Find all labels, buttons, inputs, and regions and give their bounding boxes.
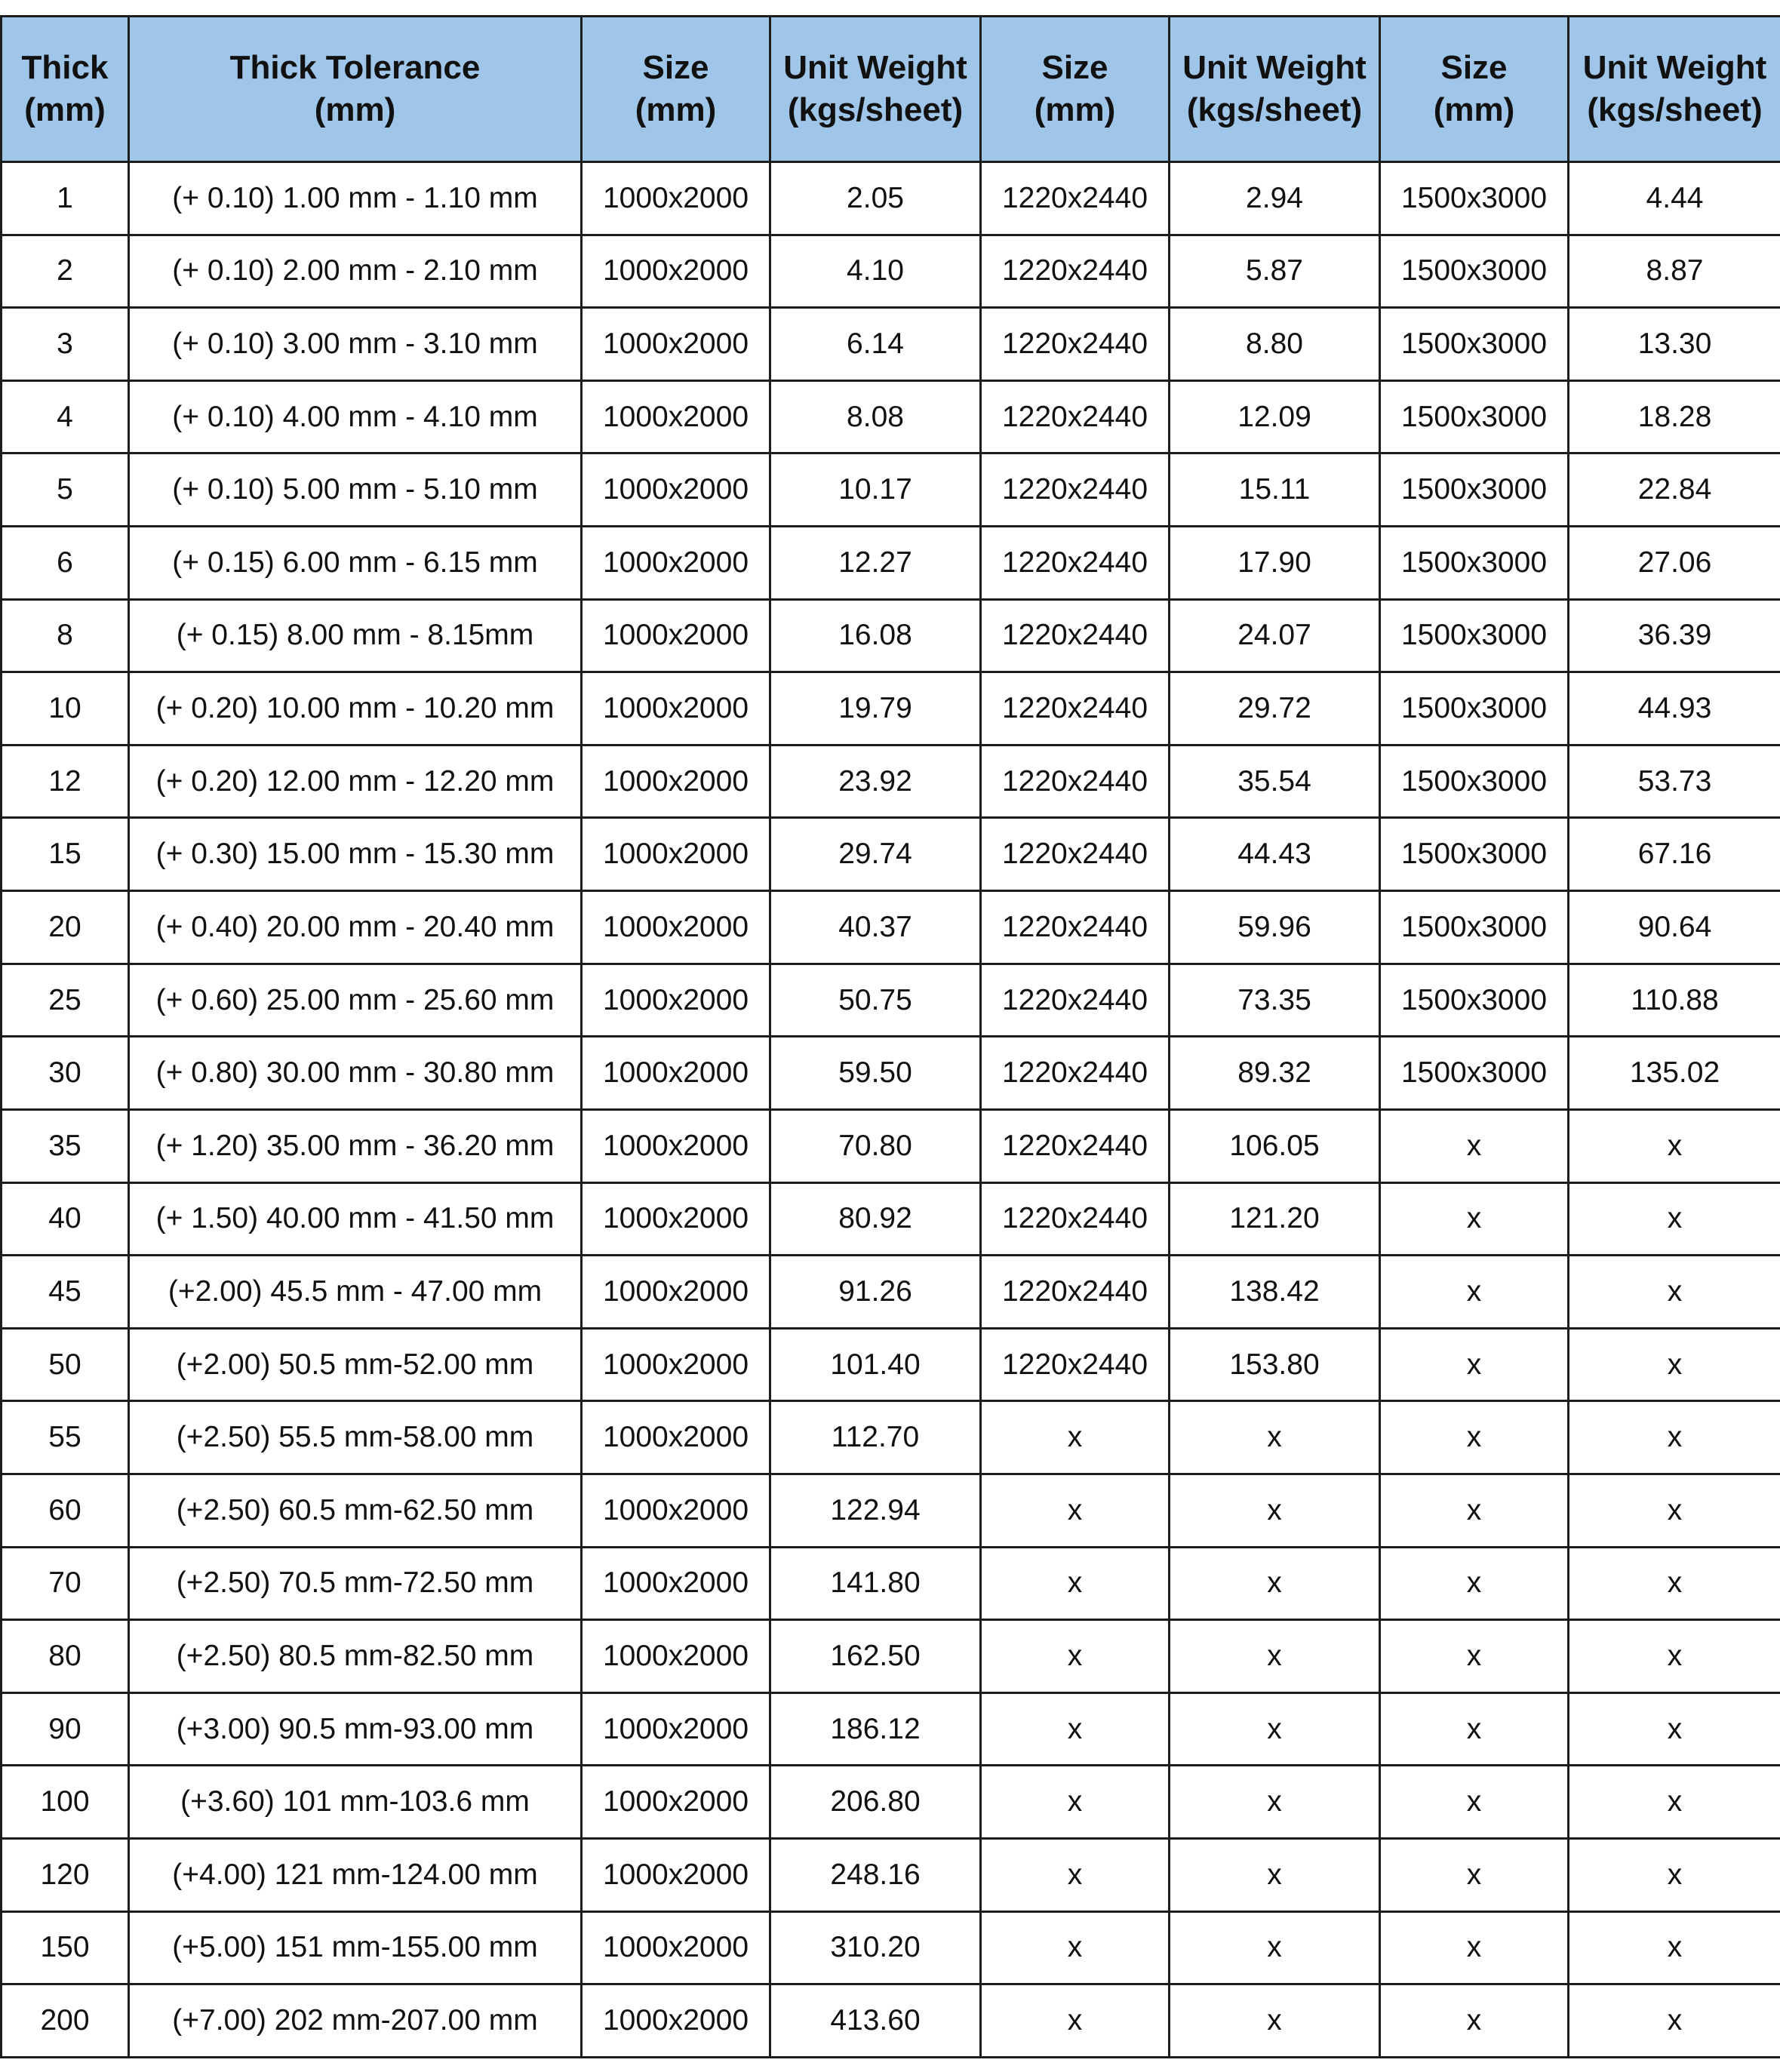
cell-thick-tolerance: (+ 0.20) 12.00 mm - 12.20 mm bbox=[129, 745, 582, 818]
cell-thick-tolerance: (+ 0.80) 30.00 mm - 30.80 mm bbox=[129, 1037, 582, 1110]
cell-unit-weight-c: x bbox=[1569, 1984, 1780, 2058]
cell-size-b: x bbox=[981, 1401, 1170, 1474]
cell-unit-weight-c: 36.39 bbox=[1569, 599, 1780, 672]
cell-thick-tolerance: (+2.50) 70.5 mm-72.50 mm bbox=[129, 1547, 582, 1620]
cell-unit-weight-b: 24.07 bbox=[1170, 599, 1380, 672]
cell-size-a: 1000x2000 bbox=[582, 1037, 770, 1110]
cell-size-b: x bbox=[981, 1692, 1170, 1766]
cell-thick-tolerance: (+3.00) 90.5 mm-93.00 mm bbox=[129, 1692, 582, 1766]
table-row bbox=[2, 818, 1780, 891]
header-label-line2: (mm) bbox=[24, 91, 106, 128]
cell-unit-weight-a: 162.50 bbox=[770, 1620, 981, 1693]
table-row bbox=[2, 1474, 1780, 1547]
table-row bbox=[2, 1037, 1780, 1110]
cell-thick: 55 bbox=[2, 1401, 129, 1474]
cell-size-b: x bbox=[981, 1984, 1170, 2058]
cell-size-a: 1000x2000 bbox=[582, 818, 770, 891]
cell-size-a: 1000x2000 bbox=[582, 1766, 770, 1839]
cell-size-b: 1220x2440 bbox=[981, 1328, 1170, 1401]
cell-unit-weight-b: 138.42 bbox=[1170, 1256, 1380, 1329]
table-row bbox=[2, 672, 1780, 745]
table-row bbox=[2, 1547, 1780, 1620]
cell-thick-tolerance: (+ 0.10) 4.00 mm - 4.10 mm bbox=[129, 380, 582, 453]
header-label-line2: (mm) bbox=[1034, 91, 1116, 128]
cell-thick: 150 bbox=[2, 1911, 129, 1984]
cell-unit-weight-c: 135.02 bbox=[1569, 1037, 1780, 1110]
header-thick bbox=[2, 17, 129, 162]
cell-unit-weight-b: x bbox=[1170, 1911, 1380, 1984]
cell-size-b: 1220x2440 bbox=[981, 1037, 1170, 1110]
cell-size-c: 1500x3000 bbox=[1380, 162, 1569, 235]
cell-size-a: 1000x2000 bbox=[582, 235, 770, 308]
cell-thick: 5 bbox=[2, 453, 129, 527]
cell-thick-tolerance: (+7.00) 202 mm-207.00 mm bbox=[129, 1984, 582, 2058]
cell-unit-weight-a: 248.16 bbox=[770, 1839, 981, 1912]
cell-unit-weight-b: 73.35 bbox=[1170, 964, 1380, 1037]
header-row bbox=[2, 17, 1780, 162]
cell-thick-tolerance: (+2.50) 55.5 mm-58.00 mm bbox=[129, 1401, 582, 1474]
header-label-line2: (kgs/sheet) bbox=[1186, 91, 1363, 128]
cell-size-a: 1000x2000 bbox=[582, 1692, 770, 1766]
cell-size-c: x bbox=[1380, 1766, 1569, 1839]
cell-unit-weight-a: 12.27 bbox=[770, 527, 981, 600]
cell-unit-weight-c: 18.28 bbox=[1569, 380, 1780, 453]
cell-thick: 25 bbox=[2, 964, 129, 1037]
table-row bbox=[2, 1182, 1780, 1256]
cell-size-b: 1220x2440 bbox=[981, 380, 1170, 453]
cell-unit-weight-a: 91.26 bbox=[770, 1256, 981, 1329]
cell-size-c: x bbox=[1380, 1620, 1569, 1693]
cell-unit-weight-b: 12.09 bbox=[1170, 380, 1380, 453]
cell-unit-weight-c: 27.06 bbox=[1569, 527, 1780, 600]
cell-thick-tolerance: (+ 0.40) 20.00 mm - 20.40 mm bbox=[129, 891, 582, 964]
cell-size-a: 1000x2000 bbox=[582, 1182, 770, 1256]
cell-unit-weight-c: x bbox=[1569, 1547, 1780, 1620]
cell-size-c: 1500x3000 bbox=[1380, 1037, 1569, 1110]
cell-unit-weight-b: 15.11 bbox=[1170, 453, 1380, 527]
cell-unit-weight-a: 4.10 bbox=[770, 235, 981, 308]
cell-size-a: 1000x2000 bbox=[582, 453, 770, 527]
cell-size-b: 1220x2440 bbox=[981, 818, 1170, 891]
cell-size-c: 1500x3000 bbox=[1380, 745, 1569, 818]
header-thick-tolerance bbox=[129, 17, 582, 162]
cell-thick-tolerance: (+ 0.10) 2.00 mm - 2.10 mm bbox=[129, 235, 582, 308]
cell-thick: 30 bbox=[2, 1037, 129, 1110]
cell-thick: 15 bbox=[2, 818, 129, 891]
header-label-line2: (kgs/sheet) bbox=[1587, 91, 1763, 128]
table-row bbox=[2, 1109, 1780, 1182]
cell-unit-weight-b: x bbox=[1170, 1984, 1380, 2058]
cell-size-c: 1500x3000 bbox=[1380, 235, 1569, 308]
header-label-line2: (mm) bbox=[314, 91, 396, 128]
table-row bbox=[2, 1911, 1780, 1984]
header-label-line1: Size bbox=[1041, 49, 1108, 86]
cell-thick-tolerance: (+2.00) 45.5 mm - 47.00 mm bbox=[129, 1256, 582, 1329]
cell-unit-weight-a: 141.80 bbox=[770, 1547, 981, 1620]
cell-unit-weight-a: 186.12 bbox=[770, 1692, 981, 1766]
cell-size-b: x bbox=[981, 1911, 1170, 1984]
cell-unit-weight-a: 80.92 bbox=[770, 1182, 981, 1256]
header-label-line1: Unit Weight bbox=[783, 49, 967, 86]
cell-unit-weight-c: x bbox=[1569, 1182, 1780, 1256]
cell-thick-tolerance: (+ 0.20) 10.00 mm - 10.20 mm bbox=[129, 672, 582, 745]
cell-thick: 6 bbox=[2, 527, 129, 600]
cell-size-c: x bbox=[1380, 1547, 1569, 1620]
cell-size-c: x bbox=[1380, 1911, 1569, 1984]
cell-unit-weight-b: 35.54 bbox=[1170, 745, 1380, 818]
table-row bbox=[2, 1766, 1780, 1839]
cell-size-c: x bbox=[1380, 1839, 1569, 1912]
cell-size-a: 1000x2000 bbox=[582, 1911, 770, 1984]
table-row bbox=[2, 745, 1780, 818]
cell-thick-tolerance: (+ 1.50) 40.00 mm - 41.50 mm bbox=[129, 1182, 582, 1256]
cell-size-c: x bbox=[1380, 1474, 1569, 1547]
cell-thick-tolerance: (+ 0.10) 3.00 mm - 3.10 mm bbox=[129, 308, 582, 381]
cell-size-a: 1000x2000 bbox=[582, 1401, 770, 1474]
table-row bbox=[2, 235, 1780, 308]
cell-unit-weight-c: 67.16 bbox=[1569, 818, 1780, 891]
cell-unit-weight-c: 22.84 bbox=[1569, 453, 1780, 527]
cell-unit-weight-b: x bbox=[1170, 1401, 1380, 1474]
cell-unit-weight-a: 50.75 bbox=[770, 964, 981, 1037]
cell-size-c: 1500x3000 bbox=[1380, 672, 1569, 745]
header-unit-weight-1500x3000 bbox=[1569, 17, 1780, 162]
table-row bbox=[2, 380, 1780, 453]
cell-unit-weight-c: 4.44 bbox=[1569, 162, 1780, 235]
cell-size-c: x bbox=[1380, 1401, 1569, 1474]
cell-size-c: 1500x3000 bbox=[1380, 818, 1569, 891]
cell-size-b: x bbox=[981, 1620, 1170, 1693]
cell-size-a: 1000x2000 bbox=[582, 1839, 770, 1912]
cell-thick: 8 bbox=[2, 599, 129, 672]
cell-size-b: 1220x2440 bbox=[981, 1182, 1170, 1256]
header-size-1000x2000 bbox=[582, 17, 770, 162]
header-label-line1: Size bbox=[1440, 49, 1508, 86]
cell-unit-weight-a: 8.08 bbox=[770, 380, 981, 453]
table-row bbox=[2, 1620, 1780, 1693]
cell-size-c: x bbox=[1380, 1984, 1569, 2058]
header-label-line1: Thick bbox=[21, 49, 109, 86]
cell-size-a: 1000x2000 bbox=[582, 672, 770, 745]
cell-unit-weight-a: 23.92 bbox=[770, 745, 981, 818]
cell-unit-weight-b: 2.94 bbox=[1170, 162, 1380, 235]
cell-unit-weight-b: 17.90 bbox=[1170, 527, 1380, 600]
cell-size-b: x bbox=[981, 1547, 1170, 1620]
cell-size-a: 1000x2000 bbox=[582, 380, 770, 453]
cell-size-b: 1220x2440 bbox=[981, 162, 1170, 235]
cell-unit-weight-a: 112.70 bbox=[770, 1401, 981, 1474]
cell-thick: 12 bbox=[2, 745, 129, 818]
cell-unit-weight-a: 19.79 bbox=[770, 672, 981, 745]
cell-size-c: x bbox=[1380, 1692, 1569, 1766]
cell-unit-weight-a: 59.50 bbox=[770, 1037, 981, 1110]
cell-unit-weight-a: 122.94 bbox=[770, 1474, 981, 1547]
cell-unit-weight-a: 40.37 bbox=[770, 891, 981, 964]
cell-unit-weight-b: 106.05 bbox=[1170, 1109, 1380, 1182]
cell-size-b: 1220x2440 bbox=[981, 599, 1170, 672]
cell-size-a: 1000x2000 bbox=[582, 162, 770, 235]
table-row bbox=[2, 308, 1780, 381]
cell-thick: 80 bbox=[2, 1620, 129, 1693]
cell-unit-weight-b: 8.80 bbox=[1170, 308, 1380, 381]
cell-unit-weight-c: x bbox=[1569, 1474, 1780, 1547]
cell-thick-tolerance: (+ 1.20) 35.00 mm - 36.20 mm bbox=[129, 1109, 582, 1182]
cell-unit-weight-b: x bbox=[1170, 1839, 1380, 1912]
cell-size-b: 1220x2440 bbox=[981, 1109, 1170, 1182]
header-label-line1: Unit Weight bbox=[1182, 49, 1367, 86]
cell-thick-tolerance: (+5.00) 151 mm-155.00 mm bbox=[129, 1911, 582, 1984]
table-row bbox=[2, 453, 1780, 527]
cell-thick: 10 bbox=[2, 672, 129, 745]
cell-unit-weight-b: 29.72 bbox=[1170, 672, 1380, 745]
header-label-line2: (mm) bbox=[635, 91, 717, 128]
cell-unit-weight-a: 6.14 bbox=[770, 308, 981, 381]
cell-size-b: x bbox=[981, 1474, 1170, 1547]
cell-size-a: 1000x2000 bbox=[582, 527, 770, 600]
cell-unit-weight-c: x bbox=[1569, 1401, 1780, 1474]
cell-unit-weight-a: 70.80 bbox=[770, 1109, 981, 1182]
cell-size-b: 1220x2440 bbox=[981, 964, 1170, 1037]
cell-unit-weight-b: x bbox=[1170, 1620, 1380, 1693]
cell-unit-weight-a: 310.20 bbox=[770, 1911, 981, 1984]
cell-unit-weight-b: x bbox=[1170, 1766, 1380, 1839]
cell-size-c: 1500x3000 bbox=[1380, 891, 1569, 964]
cell-size-b: 1220x2440 bbox=[981, 308, 1170, 381]
cell-unit-weight-a: 101.40 bbox=[770, 1328, 981, 1401]
cell-unit-weight-c: x bbox=[1569, 1256, 1780, 1329]
cell-thick: 200 bbox=[2, 1984, 129, 2058]
cell-unit-weight-b: 5.87 bbox=[1170, 235, 1380, 308]
cell-unit-weight-b: 153.80 bbox=[1170, 1328, 1380, 1401]
cell-unit-weight-b: x bbox=[1170, 1547, 1380, 1620]
cell-size-a: 1000x2000 bbox=[582, 1328, 770, 1401]
cell-size-a: 1000x2000 bbox=[582, 308, 770, 381]
cell-thick-tolerance: (+ 0.60) 25.00 mm - 25.60 mm bbox=[129, 964, 582, 1037]
cell-size-a: 1000x2000 bbox=[582, 1620, 770, 1693]
cell-unit-weight-b: 121.20 bbox=[1170, 1182, 1380, 1256]
cell-unit-weight-c: x bbox=[1569, 1109, 1780, 1182]
cell-size-a: 1000x2000 bbox=[582, 1474, 770, 1547]
cell-thick-tolerance: (+ 0.15) 8.00 mm - 8.15mm bbox=[129, 599, 582, 672]
cell-unit-weight-c: 13.30 bbox=[1569, 308, 1780, 381]
cell-unit-weight-c: x bbox=[1569, 1328, 1780, 1401]
cell-size-b: 1220x2440 bbox=[981, 745, 1170, 818]
cell-unit-weight-a: 206.80 bbox=[770, 1766, 981, 1839]
cell-unit-weight-c: 8.87 bbox=[1569, 235, 1780, 308]
cell-size-b: 1220x2440 bbox=[981, 1256, 1170, 1329]
table-row bbox=[2, 1692, 1780, 1766]
cell-thick-tolerance: (+ 0.30) 15.00 mm - 15.30 mm bbox=[129, 818, 582, 891]
table-row bbox=[2, 1256, 1780, 1329]
cell-thick: 70 bbox=[2, 1547, 129, 1620]
table-row bbox=[2, 964, 1780, 1037]
cell-size-a: 1000x2000 bbox=[582, 599, 770, 672]
cell-thick: 45 bbox=[2, 1256, 129, 1329]
steel-plate-weight-table bbox=[0, 15, 1780, 2058]
cell-size-c: x bbox=[1380, 1109, 1569, 1182]
cell-size-a: 1000x2000 bbox=[582, 1109, 770, 1182]
cell-size-b: x bbox=[981, 1839, 1170, 1912]
cell-unit-weight-b: x bbox=[1170, 1692, 1380, 1766]
cell-size-b: 1220x2440 bbox=[981, 235, 1170, 308]
header-label-line2: (mm) bbox=[1433, 91, 1515, 128]
cell-size-a: 1000x2000 bbox=[582, 1984, 770, 2058]
cell-unit-weight-c: x bbox=[1569, 1766, 1780, 1839]
header-unit-weight-1220x2440 bbox=[1170, 17, 1380, 162]
cell-thick: 100 bbox=[2, 1766, 129, 1839]
cell-thick: 120 bbox=[2, 1839, 129, 1912]
cell-unit-weight-b: x bbox=[1170, 1474, 1380, 1547]
table-row bbox=[2, 891, 1780, 964]
cell-size-b: 1220x2440 bbox=[981, 891, 1170, 964]
cell-unit-weight-a: 16.08 bbox=[770, 599, 981, 672]
cell-size-b: 1220x2440 bbox=[981, 672, 1170, 745]
cell-thick-tolerance: (+ 0.10) 1.00 mm - 1.10 mm bbox=[129, 162, 582, 235]
cell-size-c: x bbox=[1380, 1256, 1569, 1329]
cell-size-c: 1500x3000 bbox=[1380, 964, 1569, 1037]
cell-unit-weight-b: 59.96 bbox=[1170, 891, 1380, 964]
header-unit-weight-1000x2000 bbox=[770, 17, 981, 162]
cell-thick-tolerance: (+4.00) 121 mm-124.00 mm bbox=[129, 1839, 582, 1912]
cell-thick-tolerance: (+2.00) 50.5 mm-52.00 mm bbox=[129, 1328, 582, 1401]
cell-size-c: 1500x3000 bbox=[1380, 527, 1569, 600]
cell-unit-weight-b: 44.43 bbox=[1170, 818, 1380, 891]
cell-size-c: 1500x3000 bbox=[1380, 380, 1569, 453]
cell-size-a: 1000x2000 bbox=[582, 891, 770, 964]
cell-thick: 2 bbox=[2, 235, 129, 308]
table-row bbox=[2, 1984, 1780, 2058]
cell-thick: 50 bbox=[2, 1328, 129, 1401]
table-body bbox=[2, 162, 1780, 2058]
cell-unit-weight-c: 90.64 bbox=[1569, 891, 1780, 964]
cell-size-b: 1220x2440 bbox=[981, 527, 1170, 600]
table-row bbox=[2, 599, 1780, 672]
cell-thick: 3 bbox=[2, 308, 129, 381]
table-row bbox=[2, 1401, 1780, 1474]
cell-thick-tolerance: (+ 0.15) 6.00 mm - 6.15 mm bbox=[129, 527, 582, 600]
header-label-line1: Size bbox=[642, 49, 709, 86]
table-row bbox=[2, 162, 1780, 235]
header-label-line1: Unit Weight bbox=[1582, 49, 1767, 86]
cell-size-a: 1000x2000 bbox=[582, 1547, 770, 1620]
cell-unit-weight-c: 53.73 bbox=[1569, 745, 1780, 818]
cell-size-b: 1220x2440 bbox=[981, 453, 1170, 527]
cell-size-c: x bbox=[1380, 1328, 1569, 1401]
cell-unit-weight-c: x bbox=[1569, 1620, 1780, 1693]
header-size-1220x2440 bbox=[981, 17, 1170, 162]
cell-size-a: 1000x2000 bbox=[582, 964, 770, 1037]
cell-size-a: 1000x2000 bbox=[582, 745, 770, 818]
header-label-line1: Thick Tolerance bbox=[229, 49, 481, 86]
cell-thick: 4 bbox=[2, 380, 129, 453]
cell-size-b: x bbox=[981, 1766, 1170, 1839]
cell-unit-weight-c: x bbox=[1569, 1839, 1780, 1912]
cell-unit-weight-c: x bbox=[1569, 1911, 1780, 1984]
cell-unit-weight-a: 2.05 bbox=[770, 162, 981, 235]
cell-unit-weight-b: 89.32 bbox=[1170, 1037, 1380, 1110]
cell-size-c: x bbox=[1380, 1182, 1569, 1256]
header-label-line2: (kgs/sheet) bbox=[787, 91, 964, 128]
cell-thick-tolerance: (+ 0.10) 5.00 mm - 5.10 mm bbox=[129, 453, 582, 527]
table-row bbox=[2, 1839, 1780, 1912]
cell-thick-tolerance: (+3.60) 101 mm-103.6 mm bbox=[129, 1766, 582, 1839]
cell-thick: 20 bbox=[2, 891, 129, 964]
cell-thick: 90 bbox=[2, 1692, 129, 1766]
table-row bbox=[2, 527, 1780, 600]
cell-thick-tolerance: (+2.50) 80.5 mm-82.50 mm bbox=[129, 1620, 582, 1693]
table-header bbox=[2, 17, 1780, 162]
cell-unit-weight-a: 29.74 bbox=[770, 818, 981, 891]
cell-size-c: 1500x3000 bbox=[1380, 308, 1569, 381]
cell-thick: 1 bbox=[2, 162, 129, 235]
cell-size-c: 1500x3000 bbox=[1380, 599, 1569, 672]
cell-thick: 40 bbox=[2, 1182, 129, 1256]
table-row bbox=[2, 1328, 1780, 1401]
cell-unit-weight-c: 110.88 bbox=[1569, 964, 1780, 1037]
cell-size-c: 1500x3000 bbox=[1380, 453, 1569, 527]
cell-unit-weight-a: 413.60 bbox=[770, 1984, 981, 2058]
cell-thick: 35 bbox=[2, 1109, 129, 1182]
cell-thick: 60 bbox=[2, 1474, 129, 1547]
cell-size-a: 1000x2000 bbox=[582, 1256, 770, 1329]
cell-unit-weight-c: 44.93 bbox=[1569, 672, 1780, 745]
cell-unit-weight-c: x bbox=[1569, 1692, 1780, 1766]
cell-unit-weight-a: 10.17 bbox=[770, 453, 981, 527]
header-size-1500x3000 bbox=[1380, 17, 1569, 162]
cell-thick-tolerance: (+2.50) 60.5 mm-62.50 mm bbox=[129, 1474, 582, 1547]
